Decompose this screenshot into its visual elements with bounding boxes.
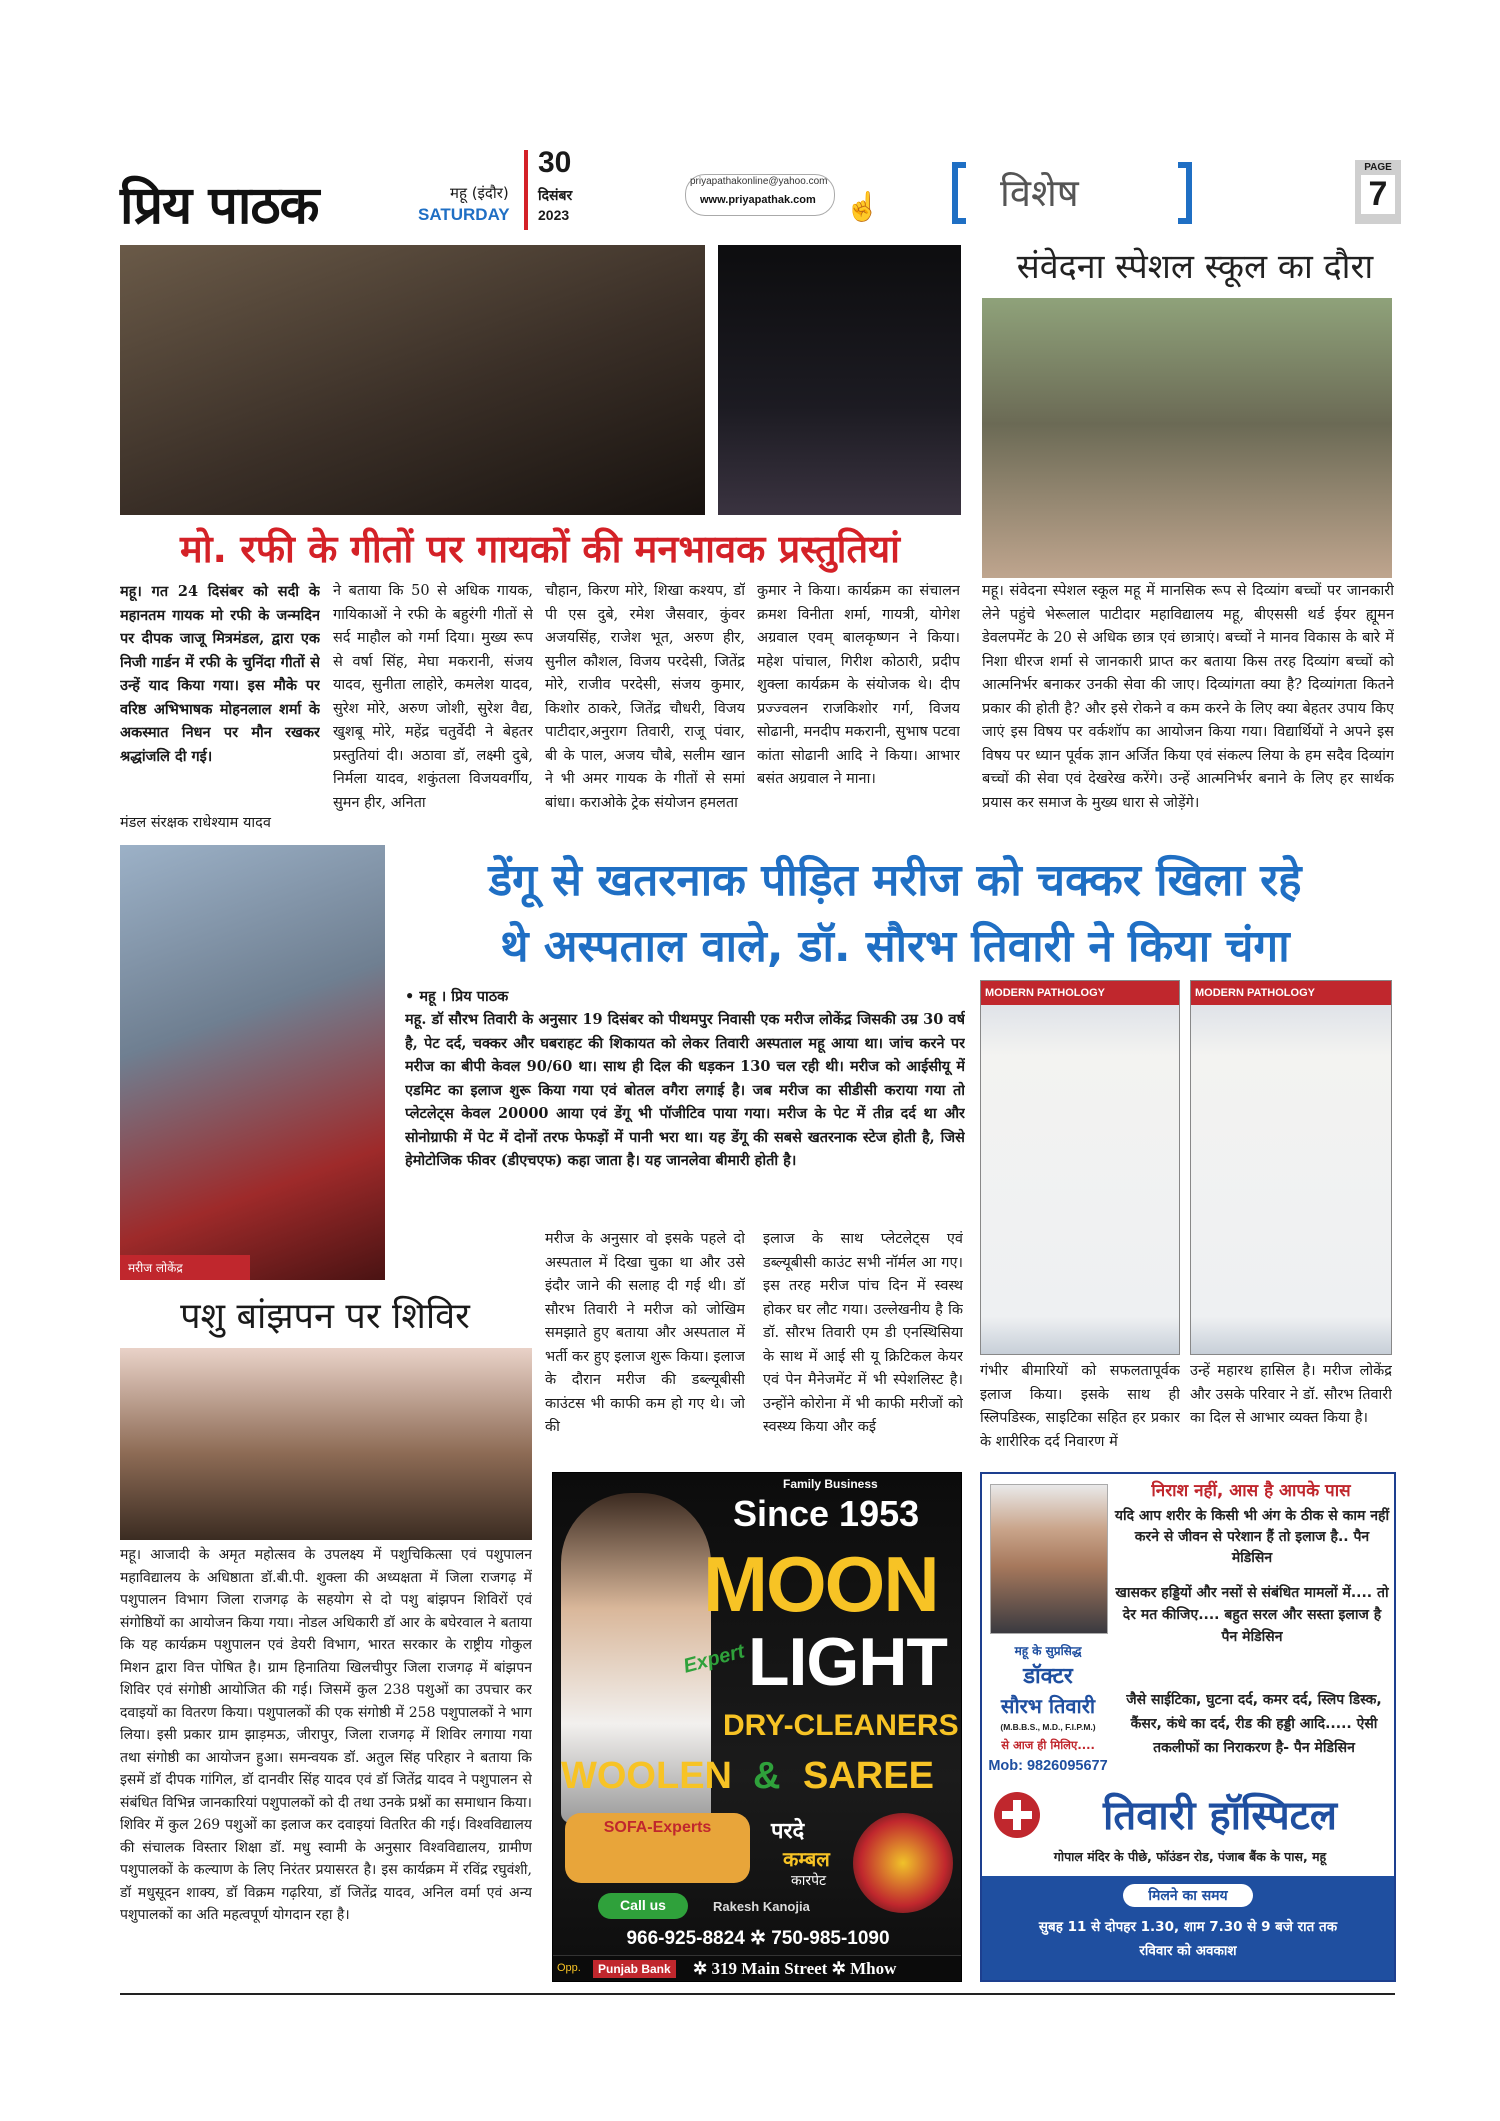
dengue-headline-line2: थे अस्पताल वाले, डॉ. सौरभ तिवारी ने किया चंगा [500,921,1290,972]
tiwari-doctor-label: डॉक्टर [1023,1664,1073,1689]
place-label: महू (इंदौर) [450,184,509,202]
rafi-col2: ने बताया कि 50 से अधिक गायक, गायिकाओं ने रफी के बहुरंगी गीतों से सर्द माहौल को गर्मा दिया। मुख्य रूप से वर्षा सिंह, मेघा मकरानी, संजय यादव, सुनीता लाहोरे, कमलेश यादव, सुरेश मोरे, अरुण जोशी, सुरेश वैद्य, खुशबू मोरे, महेंद्र चतुर्वेदी ने बेहतर प्रस्तुतियां दी। अठावा डॉ, लक्ष्मी दुबे, निर्मला यादव, शकुंतला विजयवर्गीय, सुमन हीर, अनिता [333,583,533,811]
tiwari-mobile[interactable]: Mob: 9826095677 [988,1758,1108,1774]
tiwari-name: सौरभ तिवारी [1000,1694,1096,1718]
moonlight-footer [553,1955,962,1982]
moonlight-dry: DRY-CLEANERS [723,1709,959,1742]
moonlight-ad[interactable] [552,1472,962,1982]
tiwari-para3: जैसे साईटिका, घुटना दर्द, कमर दर्द, स्लिप डिस्क, कैंसर, कंधे का दर्द, रीड की हड्डी आदि..... ऐसी तकलीफों का निराकरण है- पैन मेडिसिन [1126,1692,1382,1756]
dengue-col2: इलाज के साथ प्लेटलेट्स एवं डब्ल्यूबीसी काउंट सभी नॉर्मल आ गए। इस तरह मरीज पांच दिन में स्वस्थ होकर घर लौट गया। उल्लेखनीय है कि डॉ. सौरभ तिवारी एम डी एनस्थिसिया के साथ में आई सी यू क्रिटिकल केयर एवं पेन मैनेजमेंट में भी स्पेशलिस्ट है। उन्होंने कोरोना में भी काफी मरीजों को स्वस्थ्य किया और कई [763,1231,963,1435]
dengue-patient-photo [120,845,385,1280]
section-bracket-right [1178,162,1192,224]
date-year: 2023 [538,207,570,223]
moonlight-owner: Rakesh Kanojia [713,1899,810,1914]
moonlight-sofa [565,1813,750,1883]
dengue-col1: मरीज के अनुसार वो इसके पहले दो अस्पताल में दिखा चुका था और उसे इंदौर जाने की सलाह दी गई थी। डॉ सौरभ तिवारी ने मरीज को जोखिम समझाते हुए बताया और अस्पताल में भर्ती कर हुए इलाज शुरू किया। इलाज के दौरान मरीज की डब्ल्यूबीसी काउंटस भी काफी कम हो गए थे। जो की [545,1231,745,1435]
page-number: 7 [1361,175,1395,214]
dengue-headline-line1: डेंगू से खतरनाक पीड़ित मरीज को चक्कर खिला रहे [488,855,1302,906]
moonlight-amp: & [753,1755,781,1797]
moonlight-woolen: WOOLEN [561,1755,732,1797]
rafi-photo-2 [718,245,961,515]
moonlight-opp: Opp. [557,1962,581,1974]
moonlight-bank: Punjab Bank [593,1960,676,1978]
moonlight-moon: MOON [703,1540,938,1628]
moonlight-light: LIGHT [748,1624,947,1700]
rafi-headline: मो. रफी के गीतों पर गायकों की मनभावक प्रस्तुतियां [179,527,901,571]
pashu-text: महू। आजादी के अमृत महोत्सव के उपलक्ष्य में पशुचिकित्सा एवं पशुपालन महाविद्यालय के अधिष्ठाता डॉ.बी.पी. शुक्ला की अध्यक्षता में जिला राजगढ़ में पशुपालन विभाग जिला राजगढ़ के सहयोग से दो पशु बांझपन शिविरों एवं संगोष्ठियों का आयोजन किया गया। नोडल अधिकारी डॉ आर के बघेरवाल ने बताया कि यह कार्यक्रम पशुपालन एवं डेयरी विभाग, भारत सरकार के राष्ट्रीय गोकुल मिशन द्वारा वित्त पोषित है। ग्राम हिनातिया खिलचीपुर जिला राजगढ़ में बांझपन शिविर एवं संगोष्ठी आयोजित की गई। जिसमें कुल 238 पशुओं का उपचार कर दवाइयों का वितरण किया। पशुपालकों की एक संगोष्ठी में 258 पशुपालकों ने भाग लिया। इसी प्रकार ग्राम झाड़मऊ, जीरापुर, जिला राजगढ़ में शिविर लगाया गया तथा संगोष्ठी का आयोजन हुआ। समन्वयक डॉ. अतुल सिंह परिहार ने बताया कि इसमें डॉ दीपक गांगिल, डॉ दानवीर सिंह यादव एवं डॉ जितेंद्र यादव ने पशुपालन से संबंधित विभिन्न जानकारियां पशुपालकों को दी तथा उनके प्रश्नों का समाधान किया। शिविर में कुल 269 पशुओं का इलाज कर दवाइयां वितरित की गई। विश्वविद्यालय की संचालक विस्तार शिक्षा डॉ. मधु स्वामी के अनुसार विश्वविद्यालय, ग्रामीण पशुपालकों के कल्याण के लिए निरंतर प्रयासरत है। इस कार्यक्रम में रविंद्र रघुवंशी, डॉ मधुसूदन शाक्य, डॉ विक्रम गढ़रिया, डॉ जितेंद्र यादव, अनिल वर्मा एवं अन्य पशुपालकों का अति महत्वपूर्ण योगदान रहा है। [120,1547,532,1923]
dengue-lead: महू. डॉ सौरभ तिवारी के अनुसार 19 दिसंबर को पीथमपुर निवासी एक मरीज लोकेंद्र जिसकी उम्र 30 वर्ष है, पेट दर्द, चक्कर और घबराहट की शिकायत को लेकर तिवारी अस्पताल महू आया था। जांच करने पर मरीज का बीपी केवल 90/60 था। साथ ही दिल की धड़कन 130 चल रही थी। मरीज को आईसीयू में एडमिट का इलाज शुरू किया गया एवं बोतल वगैरा लगाई है। जब मरीज का सीडीसी कराया गया तो प्लेटलेट्स केवल 20000 आया एवं डेंगू भी पॉजीटिव पाया गया। मरीज के पेट में तीव्र दर्द था और सोनोग्राफी में पेट में दोनों तरफ फेफड़ों में पानी भरा था। यह डेंगू की सबसे खतरनाक स्टेज होती है, जिसे हेमोटोजिक फीवर (डीएचएफ) कहा जाता है। यह जानलेवा बीमारी होती है। [405,1011,965,1169]
tiwari-hospital-name: तिवारी हॉस्पिटल [1103,1793,1337,1839]
moonlight-phones[interactable]: 966-925-8824 ✲ 750-985-1090 [626,1928,890,1949]
dengue-byline: • महू । प्रिय पाठक [405,988,509,1005]
rafi-col1-tail: मंडल संरक्षक राधेश्याम यादव [120,815,271,831]
tiwari-meet: से आज ही मिलिए.... [1001,1738,1095,1752]
tiwari-degree: (M.B.B.S., M.D., F.I.P.M.) [1000,1722,1096,1732]
tiwari-cross-icon [994,1792,1040,1838]
moonlight-parde: परदे [771,1819,805,1844]
report-brand-1: MODERN PATHOLOGY [981,981,1179,1005]
tiwari-famous: महू के सुप्रसिद्ध [1014,1644,1082,1658]
sanvedna-headline: संवेदना स्पेशल स्कूल का दौरा [1016,247,1374,287]
tiwari-para1: यदि आप शरीर के किसी भी अंग के ठीक से काम नहीं करने से जीवन से परेशान हैं तो इलाज है.. पैन मेडिसिन [1114,1508,1390,1566]
dengue-col3: गंभीर बीमारियों को सफलतापूर्वक इलाज किया। इसके साथ ही स्लिपडिस्क, साइटिका सहित हर प्रकार के शारीरिक दर्द निवारण में [980,1363,1180,1450]
tiwari-para2: खासकर हड्डियों और नसों से संबंधित मामलों में.... तो देर मत कीजिए.... बहुत सरल और सस्ता इलाज है पैन मेडिसिन [1115,1585,1389,1645]
rafi-lead: महू। गत 24 दिसंबर को सदी के महानतम गायक मो रफी के जन्मदिन पर दीपक जाजू मित्रमंडल, द्वारा एक निजी गार्डन में रफी के चुनिंदा गीतों से उन्हें याद किया गया। इस मौके पर वरिष्ठ अभिभाषक मोहनलाल शर्मा के अकस्मात निधन पर मौन रखकर श्रद्धांजलि दी गई। [120,583,320,765]
masthead [120,146,1405,236]
section-title: विशेष [1000,171,1079,215]
day-label: SATURDAY [418,205,510,224]
rafi-col3: चौहान, किरण मोरे, शिखा कश्यप, डॉ पी एस दुबे, रमेश जैसवार, कुंवर अजयसिंह, राजेश भूत, अरुण हीर, सुनील कौशल, विजय परदेसी, जितेंद्र मोरे, राजीव परदेसी, संजय कुमार, किशोर ठाकरे, जितेंद्र चौधरी, विजय पाटीदार,अनुराग तिवारी, राजू पंवार, बी के पाल, अजय चौबे, सलीम खान ने भी अमर गायक के गीतों से समां बांधा। कराओके ट्रेक संयोजन हमलता [545,583,745,811]
masthead-divider [524,150,528,230]
moonlight-expert: Expert [681,1640,747,1678]
sanvedna-text: महू। संवेदना स्पेशल स्कूल महू में मानसिक रूप से दिव्यांग बच्चों पर जानकारी लेने पहुंचे भेरूलाल पाटीदार महाविद्यालय महू, बीएससी थर्ड ईयर ह्यूमन डेवलपमेंट के 20 से अधिक छात्र एवं छात्राएं। बच्चों ने मानव विकास के बारे में निशा धीरज शर्मा से जानकारी प्राप्त कर बताया किस तरह दिव्यांग बच्चों को आत्मनिर्भर बनाकर उनकी सेवा की जाए। दिव्यांगता क्या है? दिव्यांगता कितने प्रकार की होती है? और इसे रोकने व कम करने के लिए क्या बेहतर उपाय किए जाएं इस विषय पर वर्कशॉप का आयोजन किया गया। विद्यार्थियों ने अपने इस विषय पर ध्यान पूर्वक ज्ञान अर्जित किया एवं संकल्प लिया के हम सदैव दिव्यांग बच्चों की सेवा एवं देखरेख करेंगे। उन्हें आत्मनिर्भर बनाने के लिए हर सार्थक प्रयास कर समाज के मुख्य धारा से जोड़ेंगे। [982,583,1394,811]
page-label: PAGE [1364,162,1392,173]
moonlight-address: ✲ 319 Main Street ✲ Mhow [693,1959,897,1978]
rafi-photo-1 [120,245,705,515]
date-number: 30 [538,146,572,179]
pathology-report-2 [1190,980,1392,1355]
page-number-box [1355,160,1401,224]
report-brand-2: MODERN PATHOLOGY [1191,981,1391,1005]
date-month: दिसंबर [538,188,573,204]
page-bottom-rule [120,1993,1395,1995]
moonlight-call[interactable] [598,1893,688,1919]
email-link[interactable]: priyapathakonline@yahoo.com [690,176,828,187]
newspaper-logo: प्रिय पाठक [120,176,319,236]
moonlight-call-label: Call us [620,1897,666,1913]
tiwari-holiday: रविवार को अवकाश [1139,1943,1237,1959]
tiwari-doctor-photo [990,1484,1108,1634]
pashu-headline: पशु बांझपन पर शिविर [180,1296,470,1337]
moonlight-sofa-label: SOFA-Experts [603,1819,712,1836]
tiwari-timing-label: मिलने का समय [1123,1884,1253,1907]
tiwari-address: गोपाल मंदिर के पीछे, फॉउंडन रोड, पंजाब बैंक के पास, महू [1053,1849,1327,1864]
moonlight-saree: SAREE [803,1755,934,1797]
moonlight-scooter-image [853,1813,953,1913]
pathology-report-1 [980,980,1180,1355]
moonlight-kambal: कम्बल [783,1847,830,1871]
section-bracket-left [952,162,966,224]
tiwari-tagline: निराश नहीं, आस है आपके पास [1151,1481,1351,1501]
dengue-col4: उन्हें महारथ हासिल है। मरीज लोकेंद्र और उसके परिवार ने डॉ. सौरभ तिवारी का दिल से आभार व्यक्त किया है। [1190,1363,1392,1426]
tiwari-hospital-ad[interactable] [980,1472,1396,1982]
rafi-col4: कुमार ने किया। कार्यक्रम का संचालन क्रमश विनीता शर्मा, गायत्री, योगेश अग्रवाल एवम् बालकृष्णन ने किया। महेश पांचाल, गिरीश कोठारी, प्रदीप शुक्ला कार्यक्रम के संयोजक थे। दीप प्रज्ज्वलन राजकिशोर गर्ग, विजय सोढानी, मनदीप मकरानी, सुभाष पटवा कांता सोढानी आदि ने किया। आभार बसंत अग्रवाल ने माना। [757,583,960,787]
sanvedna-photo [982,298,1392,578]
moonlight-family: Family Business [783,1477,878,1491]
pashu-photo [120,1348,532,1540]
moonlight-since: Since 1953 [733,1493,920,1534]
dengue-photo-caption: मरीज लोकेंद्र [120,1255,250,1280]
tiwari-timing: सुबह 11 से दोपहर 1.30, शाम 7.30 से 9 बजे रात तक [1038,1919,1338,1935]
website-link[interactable]: www.priyapathak.com [700,194,816,206]
tiwari-timing-box [982,1876,1394,1980]
moonlight-carpet: कारपेट [791,1873,827,1889]
hand-cursor-icon: ☝ [845,190,880,223]
